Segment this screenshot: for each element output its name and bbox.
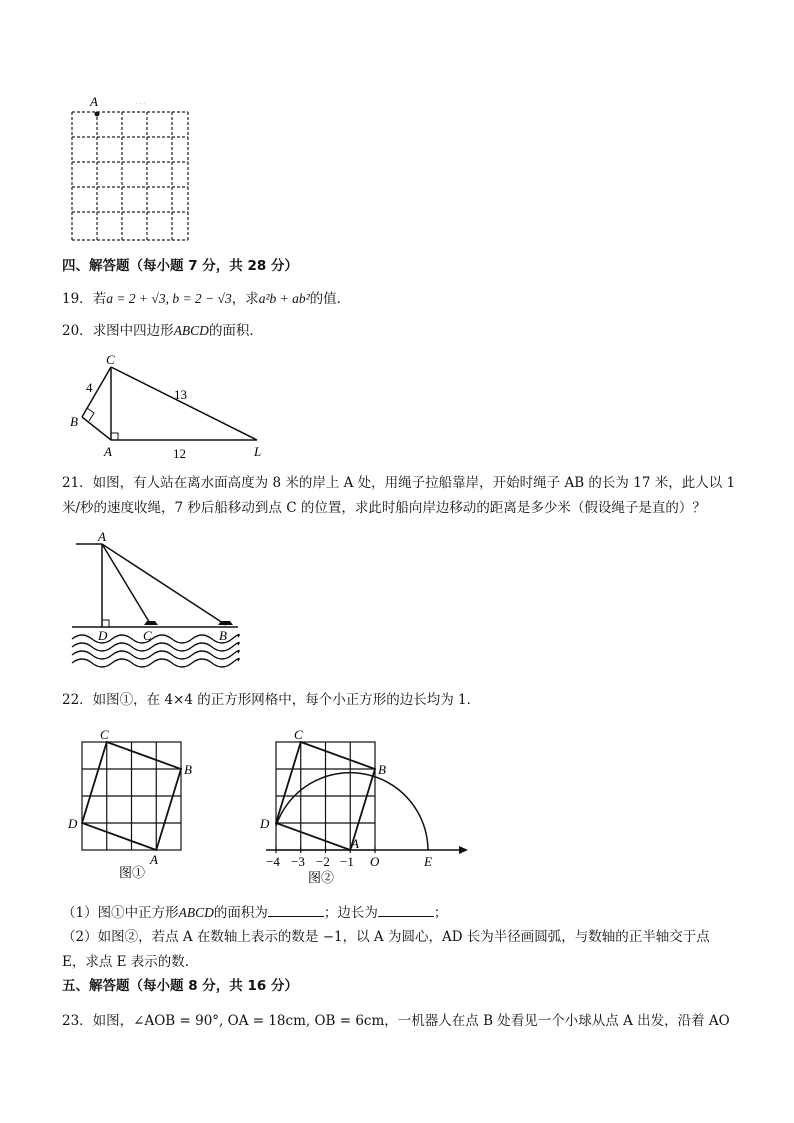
fig2-caption: 图② [308, 870, 335, 885]
question-22-intro: 22．如图①，在 4×4 的正方形网格中，每个小正方形的边长均为 1． [62, 692, 481, 708]
figure-2-number-line [256, 728, 476, 888]
question-19 [62, 290, 350, 308]
fig1-label-b: B [184, 762, 192, 777]
figure-1-square-grid [66, 728, 196, 878]
q20-suffix: 的面积． [208, 323, 263, 339]
q21-label-d: D [98, 628, 108, 643]
q20-label-b: B [70, 414, 78, 429]
fig2-tick-neg1: −1 [340, 854, 354, 869]
q22-part2-line1: （2）如图②，若点 A 在数轴上表示的数是 −1，以 A 为圆心，AD 长为半径画圆弧，与数轴的正半轴交于点 [62, 929, 710, 945]
q22-side-blank[interactable] [378, 903, 434, 917]
question-23: 23．如图，∠AOB = 90°, OA = 18cm, OB = 6cm，一机器人在点 B 处看见一个小球从点 A 出发，沿着 AO [62, 1013, 730, 1029]
q21-label-a: A [98, 529, 106, 544]
q22-part1-mid: 的面积为 [213, 905, 268, 921]
q19-number: 19． [62, 291, 93, 307]
fig2-label-b: B [378, 762, 386, 777]
q20-number: 20． [62, 323, 93, 339]
q22-part1-quad: ABCD [178, 905, 214, 920]
fig1-label-c: C [100, 727, 109, 742]
q21-label-c: C [143, 628, 152, 643]
q20-length-al: 12 [173, 446, 186, 461]
q20-label-c: C [106, 352, 115, 367]
q19-suffix: 的值． [309, 291, 351, 307]
section4-heading: 四、解答题（每小题 7 分，共 28 分） [62, 258, 298, 274]
dotted-grid-figure [60, 90, 200, 250]
q20-length-cb: 4 [86, 380, 93, 395]
q19-expr: a²b + ab² [258, 291, 310, 306]
quadrilateral-figure [68, 352, 278, 465]
q21-label-b: B [219, 628, 227, 643]
fig1-caption: 图① [119, 865, 146, 880]
fig2-tick-neg2: −2 [316, 854, 330, 869]
fig2-tick-neg3: −3 [291, 854, 305, 869]
section5-heading: 五、解答题（每小题 8 分，共 16 分） [62, 978, 298, 994]
fig2-label-d: D [260, 816, 270, 831]
q22-part1 [62, 903, 447, 922]
q19-formula: a = 2 + √3, b = 2 − √3 [106, 291, 232, 306]
fig2-label-c: C [294, 727, 303, 742]
fig2-tick-neg4: −4 [266, 854, 280, 869]
fig2-label-a: A [351, 836, 359, 851]
fig1-label-d: D [68, 816, 78, 831]
fig1-label-a: A [150, 852, 158, 867]
q19-mid: ，求 [231, 291, 259, 307]
q20-label-l: L [254, 444, 262, 459]
q20-prefix: 求图中四边形 [92, 323, 174, 339]
fig2-label-e: E [424, 854, 432, 869]
q20-length-cl: 13 [174, 387, 187, 402]
q22-part1-mid2: ；边长为 [323, 905, 378, 921]
question-21-line1: 21．如图，有人站在离水面高度为 8 米的岸上 A 处，用绳子拉船靠岸，开始时绳子 AB 的长为 17 米，此人以 1 [62, 475, 736, 491]
q22-area-blank[interactable] [268, 903, 324, 917]
question-21-line2: 米/秒的速度收绳，7 秒后船移动到点 C 的位置，求此时船向岸边移动的距离是多少米（假设绳子是直的）？ [62, 500, 706, 516]
q20-label-a: A [104, 444, 112, 459]
q19-prefix: 若 [92, 291, 107, 307]
grid-label-a: A [90, 94, 98, 109]
q20-quad: ABCD [173, 323, 209, 338]
faint-scan-text: … [135, 95, 146, 107]
q22-part1-prefix: （1）图①中正方形 [62, 905, 179, 921]
fig2-label-o: O [370, 854, 380, 869]
q22-part1-end: ； [433, 905, 448, 921]
question-20 [62, 322, 263, 340]
boat-rope-figure [66, 529, 246, 682]
q22-part2-line2: E，求点 E 表示的数． [62, 954, 199, 970]
